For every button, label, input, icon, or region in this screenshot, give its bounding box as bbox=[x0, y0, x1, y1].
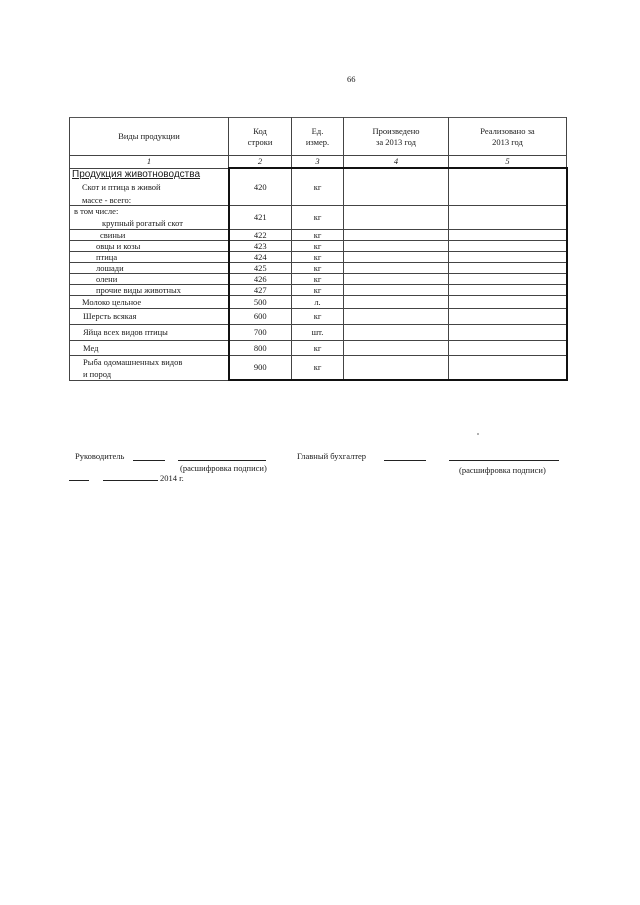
row-produced bbox=[344, 308, 449, 324]
row-name: олени bbox=[70, 273, 229, 284]
row-code: 800 bbox=[229, 340, 292, 355]
row-sold bbox=[449, 262, 567, 273]
row-produced bbox=[344, 295, 449, 308]
row-name: прочие виды животных bbox=[70, 284, 229, 295]
row-unit: кг bbox=[292, 168, 344, 205]
row-name: в том числе: крупный рогатый скот bbox=[70, 205, 229, 229]
table-row bbox=[70, 240, 567, 251]
table-row bbox=[70, 308, 567, 324]
row-code: 500 bbox=[229, 295, 292, 308]
table-row bbox=[70, 340, 567, 355]
row-code: 420 bbox=[229, 168, 292, 205]
row-sold bbox=[449, 229, 567, 240]
row-name: Яйца всех видов птицы bbox=[70, 324, 229, 340]
header-unit: Ед. измер. bbox=[292, 118, 344, 156]
row-produced bbox=[344, 240, 449, 251]
table-row bbox=[70, 273, 567, 284]
row-code: 423 bbox=[229, 240, 292, 251]
row-name: Шерсть всякая bbox=[70, 308, 229, 324]
accountant-label: Главный бухгалтер bbox=[297, 451, 367, 461]
row-produced bbox=[344, 205, 449, 229]
production-table bbox=[69, 117, 568, 381]
row-produced bbox=[344, 340, 449, 355]
row-name: Рыба одомашненных видов и пород bbox=[70, 355, 229, 380]
row-code: 422 bbox=[229, 229, 292, 240]
row-produced bbox=[344, 273, 449, 284]
row-produced bbox=[344, 284, 449, 295]
column-number: 4 bbox=[344, 156, 449, 169]
table-row bbox=[70, 324, 567, 340]
row-sold bbox=[449, 284, 567, 295]
row-unit: кг bbox=[292, 273, 344, 284]
row-code: 426 bbox=[229, 273, 292, 284]
date-day-line bbox=[69, 480, 89, 481]
row-code: 427 bbox=[229, 284, 292, 295]
accountant-decode-caption: (расшифровка подписи) bbox=[459, 465, 546, 475]
row-name: овцы и козы bbox=[70, 240, 229, 251]
table-row bbox=[70, 295, 567, 308]
row-code: 700 bbox=[229, 324, 292, 340]
row-name: Продукция животноводства Скот и птица в живой массе - всего: bbox=[70, 168, 229, 205]
row-produced bbox=[344, 229, 449, 240]
row-sold bbox=[449, 340, 567, 355]
row-code: 425 bbox=[229, 262, 292, 273]
row-unit: кг bbox=[292, 262, 344, 273]
accountant-name-line bbox=[449, 460, 559, 461]
head-decode-caption: (расшифровка подписи) bbox=[180, 463, 267, 473]
row-unit: шт. bbox=[292, 324, 344, 340]
section-title: Продукция животноводства bbox=[72, 168, 201, 180]
row-code: 424 bbox=[229, 251, 292, 262]
row-sold bbox=[449, 240, 567, 251]
row-sold bbox=[449, 205, 567, 229]
row-sold bbox=[449, 355, 567, 380]
row-produced bbox=[344, 251, 449, 262]
column-number: 5 bbox=[449, 156, 567, 169]
row-unit: кг bbox=[292, 205, 344, 229]
row-sold bbox=[449, 308, 567, 324]
header-produced: Произведено за 2013 год bbox=[344, 118, 449, 156]
header-product-types: Виды продукции bbox=[70, 118, 229, 156]
table-row bbox=[70, 262, 567, 273]
table-row bbox=[70, 251, 567, 262]
row-produced bbox=[344, 324, 449, 340]
row-name: лошади bbox=[70, 262, 229, 273]
scan-speck bbox=[477, 433, 479, 435]
date-month-line bbox=[103, 480, 158, 481]
table-row bbox=[70, 355, 567, 380]
row-unit: кг bbox=[292, 308, 344, 324]
row-unit: кг bbox=[292, 340, 344, 355]
row-sold bbox=[449, 324, 567, 340]
row-unit: л. bbox=[292, 295, 344, 308]
header-sold: Реализовано за 2013 год bbox=[449, 118, 567, 156]
row-name: Мед bbox=[70, 340, 229, 355]
table-row bbox=[70, 229, 567, 240]
row-produced bbox=[344, 355, 449, 380]
header-row-code: Код строки bbox=[229, 118, 292, 156]
column-number: 2 bbox=[229, 156, 292, 169]
row-sold bbox=[449, 273, 567, 284]
head-signature-line bbox=[133, 460, 165, 461]
row-code: 421 bbox=[229, 205, 292, 229]
head-name-line bbox=[178, 460, 266, 461]
row-unit: кг bbox=[292, 251, 344, 262]
row-produced bbox=[344, 262, 449, 273]
table-row bbox=[70, 205, 567, 229]
row-unit: кг bbox=[292, 229, 344, 240]
row-name: свиньи bbox=[70, 229, 229, 240]
row-code: 600 bbox=[229, 308, 292, 324]
row-unit: кг bbox=[292, 240, 344, 251]
row-sold bbox=[449, 295, 567, 308]
row-unit: кг bbox=[292, 284, 344, 295]
row-unit: кг bbox=[292, 355, 344, 380]
table-row bbox=[70, 284, 567, 295]
table-row bbox=[70, 168, 567, 205]
row-sold bbox=[449, 168, 567, 205]
page-number: 66 bbox=[347, 74, 356, 84]
accountant-signature-line bbox=[384, 460, 426, 461]
row-name: птица bbox=[70, 251, 229, 262]
head-label: Руководитель bbox=[75, 451, 125, 461]
row-name: Молоко цельное bbox=[70, 295, 229, 308]
row-code: 900 bbox=[229, 355, 292, 380]
date-year-label: 2014 г. bbox=[160, 473, 184, 483]
row-produced bbox=[344, 168, 449, 205]
column-number: 3 bbox=[292, 156, 344, 169]
column-number: 1 bbox=[70, 156, 229, 169]
row-sold bbox=[449, 251, 567, 262]
